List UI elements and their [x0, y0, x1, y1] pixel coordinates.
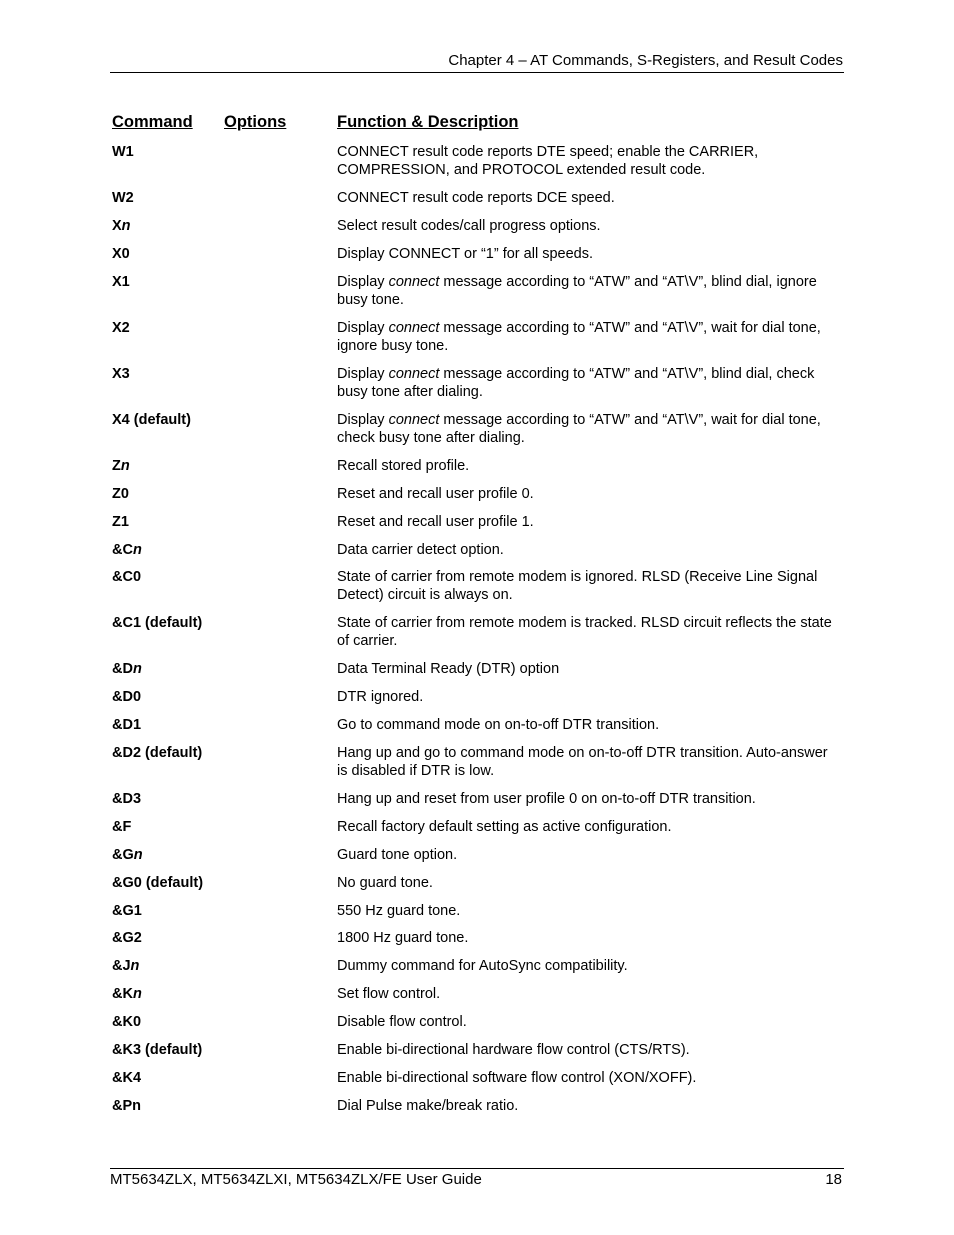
command-cell [112, 245, 130, 263]
footer-divider [110, 1168, 844, 1169]
command-cell [112, 614, 202, 632]
command-cell [112, 411, 191, 429]
description-text: message according to “ATW” and “AT\V”, wait for dial tone, check busy tone after dialing. [337, 412, 821, 446]
command-variable: n [120, 458, 130, 474]
description-cell: 1800 Hz guard tone. [337, 930, 469, 946]
description-cell: Recall factory default setting as active configuration. [337, 819, 672, 835]
command-variable: n [132, 661, 142, 677]
description-cell: Reset and recall user profile 0. [337, 486, 534, 502]
command-name: &K [112, 986, 133, 1002]
command-name: &C0 [112, 569, 142, 585]
column-header-command: Command [112, 113, 193, 131]
description-cell: No guard tone. [337, 875, 433, 891]
command-name: X0 [112, 246, 130, 262]
command-cell [112, 189, 134, 207]
command-name: &J [112, 958, 131, 974]
command-name: X4 (default) [112, 412, 191, 428]
command-cell [112, 716, 141, 734]
command-name: &G2 [112, 930, 142, 946]
command-name: Z0 [112, 486, 129, 502]
description-emphasis: connect [388, 274, 440, 290]
command-variable: n [132, 986, 142, 1002]
description-cell [337, 319, 837, 355]
command-cell [112, 902, 142, 920]
command-name: &G0 (default) [112, 875, 204, 891]
command-cell [112, 929, 142, 947]
command-name: &D0 [112, 689, 142, 705]
command-name: X1 [112, 274, 130, 290]
description-text: Display [337, 412, 389, 428]
command-cell [112, 273, 130, 291]
command-name: &D3 [112, 791, 142, 807]
footer-guide-title: MT5634ZLX, MT5634ZLXI, MT5634ZLX/FE User Guide [110, 1171, 482, 1188]
command-cell [112, 688, 141, 706]
description-cell: Hang up and go to command mode on on-to-off DTR transition. Auto-answer is disabled if DTR is low. [337, 745, 828, 779]
description-cell: Enable bi-directional hardware flow control (CTS/RTS). [337, 1042, 690, 1058]
command-cell [112, 1013, 141, 1031]
command-cell [112, 365, 130, 383]
description-cell: Recall stored profile. [337, 458, 470, 474]
description-text: Display [337, 274, 389, 290]
command-cell [112, 985, 142, 1003]
description-cell: DTR ignored. [337, 689, 424, 705]
command-name: &C [112, 542, 133, 558]
description-cell: State of carrier from remote modem is ignored. RLSD (Receive Line Signal Detect) circuit is always on. [337, 569, 818, 603]
command-name: &D2 (default) [112, 745, 203, 761]
description-emphasis: connect [388, 320, 440, 336]
description-text: message according to “ATW” and “AT\V”, blind dial, check busy tone after dialing. [337, 366, 815, 400]
command-cell [112, 818, 131, 836]
command-variable: n [121, 218, 131, 234]
command-cell [112, 744, 202, 762]
command-name: &C1 (default) [112, 615, 203, 631]
description-cell [337, 411, 837, 447]
description-cell: Set flow control. [337, 986, 441, 1002]
command-cell [112, 660, 142, 678]
command-cell [112, 957, 139, 975]
command-name: X2 [112, 320, 130, 336]
description-cell: Data Terminal Ready (DTR) option [337, 661, 560, 677]
page-number: 18 [825, 1171, 842, 1188]
description-cell: Select result codes/call progress options. [337, 218, 601, 234]
command-cell [112, 217, 131, 235]
command-cell [112, 1097, 141, 1115]
command-name: &Pn [112, 1098, 141, 1114]
description-cell: State of carrier from remote modem is tracked. RLSD circuit reflects the state of carrier. [337, 615, 832, 649]
command-name: X [112, 218, 122, 234]
command-cell [112, 874, 203, 892]
description-cell: Data carrier detect option. [337, 542, 504, 558]
command-name: Z [112, 458, 121, 474]
column-header-description: Function & Description [337, 113, 519, 131]
description-text: message according to “ATW” and “AT\V”, wait for dial tone, ignore busy tone. [337, 320, 821, 354]
description-cell: CONNECT result code reports DTE speed; enable the CARRIER, COMPRESSION, and PROTOCOL extended result code. [337, 144, 759, 178]
description-cell: Guard tone option. [337, 847, 458, 863]
description-emphasis: connect [388, 366, 440, 382]
command-name: X3 [112, 366, 130, 382]
description-cell: CONNECT result code reports DCE speed. [337, 190, 615, 206]
command-cell [112, 541, 142, 559]
command-name: &K0 [112, 1014, 142, 1030]
command-cell [112, 790, 141, 808]
command-name: W1 [112, 144, 134, 160]
command-name: W2 [112, 190, 134, 206]
command-cell [112, 1069, 141, 1087]
command-name: &F [112, 819, 132, 835]
description-cell [337, 365, 837, 401]
description-cell: Dial Pulse make/break ratio. [337, 1098, 519, 1114]
command-cell [112, 319, 130, 337]
description-text: message according to “ATW” and “AT\V”, blind dial, ignore busy tone. [337, 274, 817, 308]
description-cell: Enable bi-directional software flow control (XON/XOFF). [337, 1070, 697, 1086]
command-variable: n [130, 958, 140, 974]
description-cell: Go to command mode on on-to-off DTR transition. [337, 717, 660, 733]
description-text: Display [337, 320, 389, 336]
command-name: Z1 [112, 514, 129, 530]
chapter-header: Chapter 4 – AT Commands, S-Registers, and Result Codes [448, 52, 843, 69]
command-cell [112, 485, 129, 503]
description-text: Display [337, 366, 389, 382]
command-cell [112, 846, 143, 864]
command-name: &D [112, 661, 133, 677]
command-name: &K3 (default) [112, 1042, 203, 1058]
command-cell [112, 457, 130, 475]
command-name: &K4 [112, 1070, 142, 1086]
description-emphasis: connect [388, 412, 440, 428]
command-cell [112, 568, 141, 586]
command-name: &G [112, 847, 134, 863]
description-cell [337, 273, 837, 309]
description-cell: Dummy command for AutoSync compatibility. [337, 958, 628, 974]
description-cell: 550 Hz guard tone. [337, 903, 461, 919]
column-header-options: Options [224, 113, 287, 131]
command-cell [112, 1041, 202, 1059]
command-variable: n [132, 542, 142, 558]
description-cell: Reset and recall user profile 1. [337, 514, 534, 530]
command-name: &D1 [112, 717, 142, 733]
command-variable: n [133, 847, 143, 863]
command-cell [112, 143, 134, 161]
description-cell: Hang up and reset from user profile 0 on on-to-off DTR transition. [337, 791, 756, 807]
description-cell: Display CONNECT or “1” for all speeds. [337, 246, 593, 262]
command-cell [112, 513, 129, 531]
command-name: &G1 [112, 903, 142, 919]
description-cell: Disable flow control. [337, 1014, 467, 1030]
